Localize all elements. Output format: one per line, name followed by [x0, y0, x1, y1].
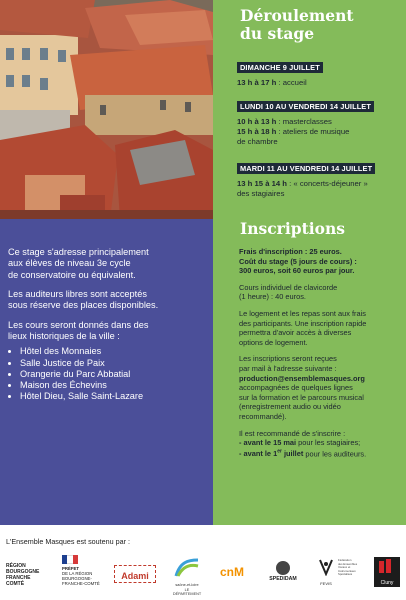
sponsors-caption: L'Ensemble Masques est soutenu par : — [6, 537, 131, 546]
fevis-logo: FEVIS — [316, 558, 336, 586]
schedule-day — [237, 57, 403, 88]
schedule-line: 15 h à 18 h : ateliers de musique — [237, 127, 350, 136]
venue-item: • Hôtel Dieu, Salle Saint-Lazare — [20, 391, 201, 402]
venue-item: • Orangerie du Parc Abbatial — [20, 369, 201, 380]
schedule-line: 13 h 15 à 14 h : « concerts-déjeuner » — [237, 179, 368, 188]
registration-title: Inscriptions — [240, 219, 345, 238]
fees: Frais d'inscription : 25 euros. Coût du stage (5 jours de cours) : 300 euros, soit 60 euros par jour. — [239, 247, 357, 276]
day-label: LUNDI 10 AU VENDREDI 14 JUILLET — [237, 101, 374, 112]
town-rooftops-photo — [0, 0, 213, 219]
cluny-logo: Cluny — [374, 557, 400, 587]
schedule-line: 10 h à 13 h : masterclasses — [237, 117, 332, 126]
registration-method: Les inscriptions seront reçues par mail à l'adresse suivante : production@ensemblemasques.org accompagnées de quelques lignes sur la formation et le parcours musical (enregistrement audio ou vidéo recommandé). — [239, 354, 365, 421]
venue-item: • Maison des Échevins — [20, 380, 201, 391]
spedidam-logo: SPEDIDAM — [263, 561, 303, 582]
lodging-info: Le logement et les repas sont aux frais des participants. Une inscription rapide permettra d'avoir accès à diverses options de logement. — [239, 308, 367, 347]
day-label: MARDI 11 AU VENDREDI 14 JUILLET — [237, 163, 375, 174]
intro-locations: Les cours seront donnés dans des lieux historiques de la ville : — [8, 319, 149, 341]
sponsors-footer — [0, 525, 406, 600]
schedule-day — [237, 158, 403, 199]
registration-details — [239, 247, 405, 459]
intro-audience: Ce stage s'adresse principalement aux élèves de niveau 3e cycle de conservatoire ou équivalent. — [8, 247, 149, 280]
venue-list — [8, 346, 201, 403]
schedule-day — [237, 96, 403, 147]
intro-panel — [0, 219, 213, 525]
intro-auditors: Les auditeurs libres sont acceptés sous réserve des places disponibles. — [8, 288, 159, 311]
saone-et-loire-logo: saône-et-loire LE DÉPARTEMENT — [170, 558, 204, 597]
info-column — [213, 0, 406, 525]
venue-item: • Hôtel des Monnaies — [20, 346, 201, 357]
contact-email[interactable]: production@ensemblemasques.org — [239, 373, 365, 383]
schedule-title: Déroulement du stage — [240, 6, 354, 43]
adami-logo: Adami — [114, 565, 156, 583]
schedule-line: des stagiaires — [237, 189, 285, 198]
schedule-line: de chambre — [237, 137, 278, 146]
prefet-logo: PRÉFET DE LA RÉGION BOURGOGNE- FRANCHE-COMTÉ — [62, 555, 104, 586]
cnm-logo: cnM — [220, 565, 244, 579]
cmbv-logo: Fédération des Ensembles Vocaux et Instrumentaux Spécialisés — [338, 558, 358, 576]
day-label: DIMANCHE 9 JUILLET — [237, 62, 323, 73]
deadlines: Il est recommandé de s'inscrire : - avant le 15 mai pour les stagiaires; - avant le 1er juillet pour les auditeurs. — [239, 428, 367, 459]
clavichord-fee: Cours individuel de clavicorde (1 heure) : 40 euros. — [239, 282, 338, 302]
schedule-line: 13 h à 17 h : accueil — [237, 78, 307, 87]
venue-item: • Salle Justice de Paix — [20, 358, 201, 369]
region-bfc-logo: RÉGION BOURGOGNE FRANCHE COMTÉ — [6, 563, 40, 587]
